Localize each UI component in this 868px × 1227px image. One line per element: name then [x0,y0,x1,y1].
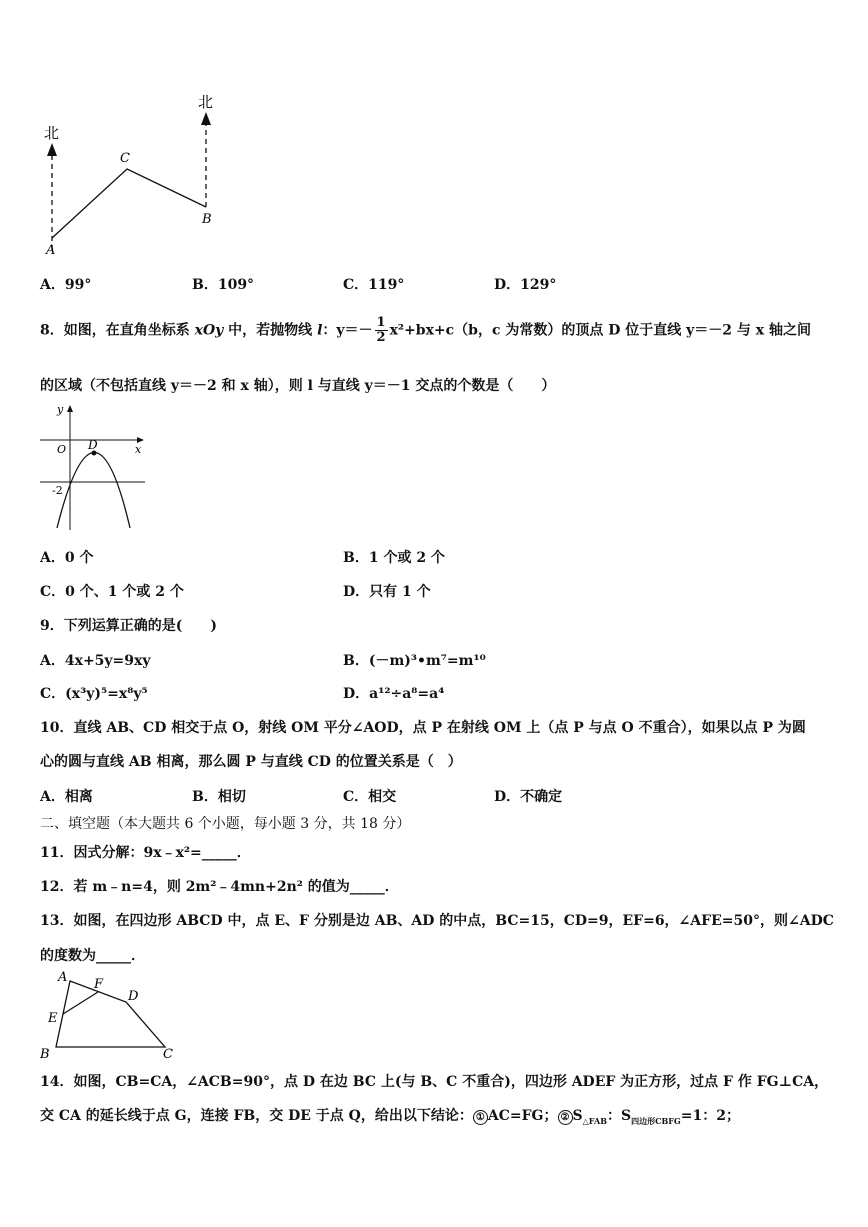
label-c: C [120,151,130,166]
arrow-up-icon [201,112,211,125]
fraction-numerator: 1 [376,315,386,330]
q8-text-a: 8．如图，在直角坐标系 [40,322,195,339]
q7-option-c[interactable]: C．119° [343,277,405,293]
q8-option-a[interactable]: A．0 个 [40,550,94,566]
arrow-up-icon [47,143,57,156]
q14-text-a: 交 CA 的延长线于点 G，连接 FB，交 DE 于点 Q，给出以下结论： [40,1108,473,1124]
circled-two: ② [558,1110,573,1125]
parabola [57,453,130,529]
q14-text-e: =1：2； [680,1108,740,1124]
label-c: C [163,1047,173,1062]
north-label-left: 北 [44,124,60,142]
label-b: B [40,1047,50,1062]
q7-option-b[interactable]: B．109° [192,277,255,293]
circled-one: ① [473,1110,488,1125]
label-minus-2: -2 [52,484,63,497]
q14-text-c: S [572,1108,583,1124]
q14-text-d: ：S [606,1108,632,1124]
arrow-up-icon [67,405,73,412]
north-label-right: 北 [198,93,214,111]
q14-stem-line2 [40,1105,740,1127]
q9-option-c[interactable]: C．(x³y)⁵=x⁸y⁵ [40,686,148,702]
y-axis-label: y [57,403,64,416]
q10-option-a[interactable]: A．相离 [40,789,93,805]
section-heading: 二、填空题（本大题共 6 个小题，每小题 3 分，共 18 分） [40,816,411,832]
q8-text-d: l [317,322,323,339]
q9-option-a[interactable]: A．4x+5y=9xy [40,653,151,669]
q10-option-d[interactable]: D．不确定 [494,789,563,805]
label-a: A [58,970,68,985]
q8-text-b: xOy [194,322,224,339]
origin-label: O [57,443,67,456]
quadrilateral-abcd [56,981,165,1047]
q8-text-c: 中，若抛物线 [223,322,318,339]
q12-stem: 12．若 m﹣n=4，则 2m²﹣4mn+2n² 的值为_____． [40,879,399,895]
q9-option-d[interactable]: D．a¹²÷a⁸=a⁴ [343,686,445,702]
path-acb [52,169,206,238]
q10-stem-line1: 10．直线 AB、CD 相交于点 O，射线 OM 平分∠AOD，点 P 在射线 OM 上（点 P 与点 O 不重合），如果以点 P 为圆 [40,720,806,736]
subscript-fab: △FAB [582,1115,607,1126]
q7-option-a[interactable]: A．99° [40,277,92,293]
q13-figure [36,968,186,1063]
q8-figure [40,402,150,532]
q8-option-b[interactable]: B．1 个或 2 个 [343,550,445,566]
q8-stem-line2: 的区域（不包括直线 y＝－2 和 x 轴），则 l 与直线 y＝－1 交点的个数是（ ） [40,378,556,394]
vertex-label: D [88,438,98,452]
q8-text-e: ：y＝－ [322,322,373,339]
q7-option-d[interactable]: D．129° [494,277,557,293]
q8-text-f: x²+bx+c（b，c 为常数）的顶点 D 位于直线 y＝－2 与 x 轴之间 [389,322,811,339]
q11-stem: 11．因式分解：9x﹣x²=_____． [40,845,251,861]
q8-option-d[interactable]: D．只有 1 个 [343,584,431,600]
subscript-cbfg: 四边形CBFG [631,1115,681,1126]
q9-stem: 9．下列运算正确的是( ) [40,618,217,634]
q13-stem-line1: 13．如图，在四边形 ABCD 中，点 E、F 分别是边 AB、AD 的中点，BC=15，CD=9，EF=6，∠AFE=50°，则∠ADC [40,913,834,929]
label-e: E [48,1011,58,1026]
q9-option-b[interactable]: B．(－m)³•m⁷=m¹⁰ [343,653,486,669]
q10-option-b[interactable]: B．相切 [192,789,246,805]
label-d: D [128,989,139,1004]
q14-stem-line1: 14．如图，CB=CA，∠ACB=90°，点 D 在边 BC 上(与 B、C 不重合)，四边形 ADEF 为正方形，过点 F 作 FG⊥CA， [40,1074,829,1090]
q14-text-b: AC=FG； [487,1108,558,1124]
x-axis-label: x [135,443,142,456]
q7-figure [40,90,230,260]
q13-stem-line2: 的度数为_____． [40,948,145,964]
q10-stem-line2: 心的圆与直线 AB 相离，那么圆 P 与直线 CD 的位置关系是（ ） [40,754,462,770]
fraction-denominator: 2 [376,330,386,345]
q8-fraction [375,316,388,345]
label-b: B [202,212,212,227]
q8-stem-line1 [40,316,811,345]
segment-ef [63,992,98,1014]
q8-option-c[interactable]: C．0 个、1 个或 2 个 [40,584,184,600]
label-f: F [94,977,104,992]
label-a: A [46,243,56,258]
q10-option-c[interactable]: C．相交 [343,789,397,805]
